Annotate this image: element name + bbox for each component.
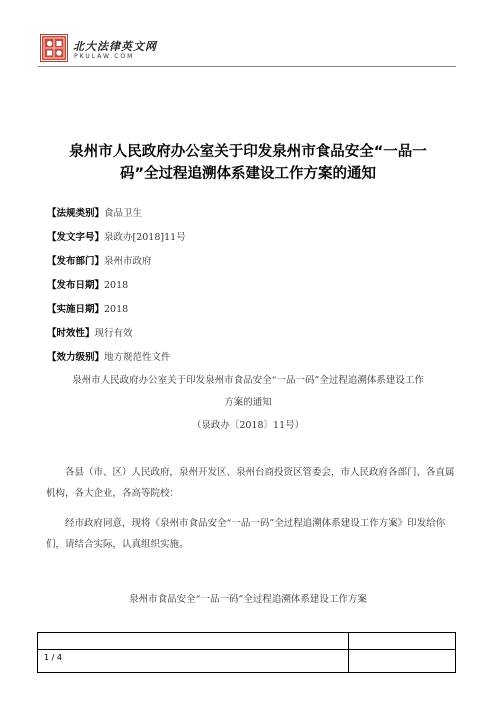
footer-divider: [38, 649, 455, 650]
meta-label: 【发布日期】: [47, 280, 105, 291]
notice-heading-line-2: 方案的通知: [224, 397, 272, 408]
meta-document-number: [47, 231, 186, 245]
page-number: 1 / 4: [44, 653, 62, 662]
meta-value: 2018: [104, 304, 129, 315]
meta-label: 【发布部门】: [47, 256, 105, 267]
instruction-paragraph: 经市政府同意，现将《泉州市食品安全“一品一码”全过程追溯体系建设工作方案》印发给你们，请结合实际，认真组织实施。: [46, 518, 446, 550]
meta-effect-level: [47, 351, 171, 365]
meta-value: 泉政办[2018]11号: [104, 232, 186, 243]
page-footer: [37, 632, 456, 673]
document-title-line-2: 码”全过程追溯体系建设工作方案的通知: [119, 166, 377, 182]
seal-icon: [40, 34, 68, 62]
meta-value: 食品卫生: [104, 208, 143, 219]
meta-issue-date: [47, 279, 128, 293]
meta-label: 【效力级别】: [47, 352, 105, 363]
document-title-line-1: 泉州市人民政府办公室关于印发泉州市食品安全“一品一: [69, 144, 427, 160]
logo-title: 北大法律英文网: [73, 40, 157, 53]
meta-value: 现行有效: [94, 328, 133, 339]
meta-label: 【实施日期】: [47, 304, 105, 315]
document-title: [40, 141, 456, 185]
footer-divider: [348, 633, 349, 672]
meta-label: 【时效性】: [47, 328, 95, 339]
site-logo: [40, 34, 200, 64]
meta-label: 【法规类别】: [47, 208, 105, 219]
meta-value: 2018: [104, 280, 129, 291]
meta-label: 【发文字号】: [47, 232, 105, 243]
meta-value: 泉州市政府: [104, 256, 152, 267]
notice-document-number: （泉政办〔2018〕11号）: [191, 420, 305, 431]
logo-url: PKULAW.COM: [74, 53, 135, 60]
meta-validity: [47, 327, 133, 341]
header-divider: [38, 66, 456, 67]
attachment-title: 泉州市食品安全“一品一码”全过程追溯体系建设工作方案: [129, 594, 367, 605]
addressee-paragraph: 各县（市、区）人民政府，泉州开发区、泉州台商投资区管委会，市人民政府各部门、各直属机构，各大企业，各高等院校：: [46, 467, 455, 499]
notice-heading-line-1: 泉州市人民政府办公室关于印发泉州市食品安全“一品一码”全过程追溯体系建设工作: [72, 375, 424, 386]
meta-category: [47, 207, 142, 221]
meta-issuing-department: [47, 255, 152, 269]
meta-value: 地方规范性文件: [104, 352, 171, 363]
meta-effective-date: [47, 303, 128, 317]
